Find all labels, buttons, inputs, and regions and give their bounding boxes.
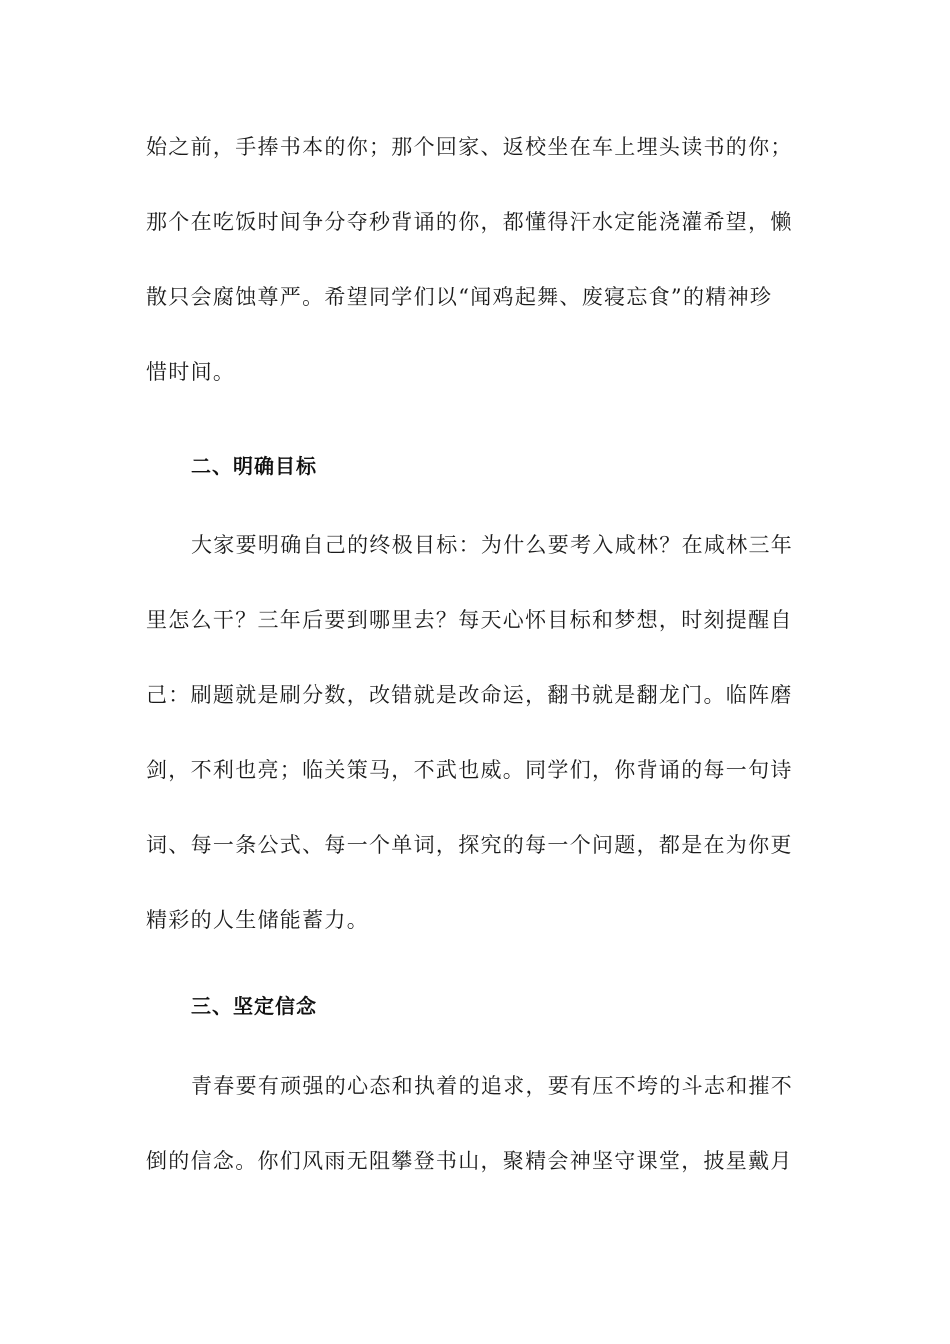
paragraph-line: 词、每一条公式、每一个单词，探究的每一个问题，都是在为你更 bbox=[146, 833, 793, 857]
paragraph-line: 大家要明确自己的终极目标：为什么要考入咸林？在咸林三年 bbox=[191, 533, 794, 557]
paragraph-line: 倒的信念。你们风雨无阻攀登书山，聚精会神坚守课堂，披星戴月 bbox=[146, 1149, 793, 1173]
paragraph-line: 己：刷题就是刷分数，改错就是改命运，翻书就是翻龙门。临阵磨 bbox=[146, 683, 793, 707]
paragraph-line: 惜时间。 bbox=[146, 360, 236, 384]
section-heading-goals: 二、明确目标 bbox=[191, 454, 317, 478]
paragraph-belief bbox=[146, 1049, 798, 1199]
paragraph-line: 里怎么干？三年后要到哪里去？每天心怀目标和梦想，时刻提醒自 bbox=[146, 608, 793, 632]
paragraph-time bbox=[146, 110, 798, 410]
paragraph-line: 剑，不利也亮；临关策马，不武也威。同学们，你背诵的每一句诗 bbox=[146, 758, 793, 782]
paragraph-line: 始之前，手捧书本的你；那个回家、返校坐在车上埋头读书的你； bbox=[146, 135, 793, 159]
paragraph-line: 那个在吃饭时间争分夺秒背诵的你，都懂得汗水定能浇灌希望，懒 bbox=[146, 210, 793, 234]
paragraph-line: 青春要有顽强的心态和执着的追求，要有压不垮的斗志和摧不 bbox=[191, 1074, 794, 1098]
paragraph-line: 精彩的人生储能蓄力。 bbox=[146, 908, 369, 932]
paragraph-line: 散只会腐蚀尊严。希望同学们以“闻鸡起舞、废寝忘食”的精神珍 bbox=[146, 285, 773, 309]
paragraph-goals bbox=[146, 508, 798, 958]
section-heading-belief: 三、坚定信念 bbox=[191, 994, 317, 1018]
